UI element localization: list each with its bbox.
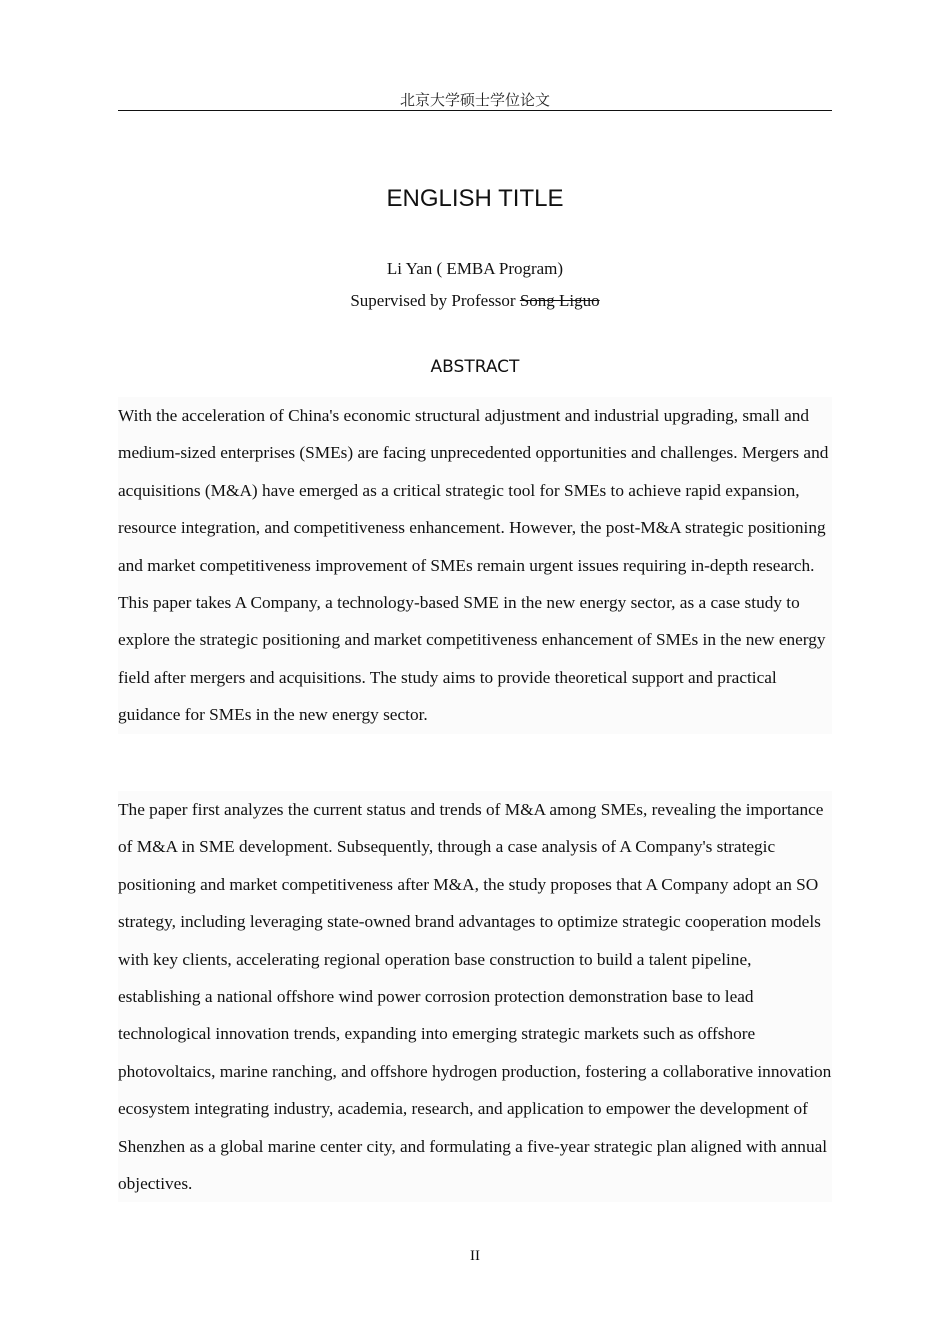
supervisor-name: Song Liguo [519, 291, 600, 310]
supervisor-line [118, 290, 832, 312]
header-rule [118, 110, 832, 111]
supervisor-prefix: Supervised by Professor [350, 291, 520, 310]
page-number: II [470, 1248, 480, 1264]
author-line: Li Yan ( EMBA Program) [386, 259, 564, 278]
abstract-heading: ABSTRACT [430, 357, 520, 377]
english-title: ENGLISH TITLE [386, 185, 564, 212]
abstract-paragraph-1: With the acceleration of China's economic structural adjustment and industrial upgrading, small and medium-sized enterprises (SMEs) are facing unprecedented opportunities and challenges. Mergers and acquisitions (M&A) have emerged as a critical strategic tool for SMEs to achieve rapid expansion, resource integration, and competitiveness enhancement. However, the post-M&A strategic positioning and market competitiveness improvement of SMEs remain urgent issues requiring in-depth research. This paper takes A Company, a technology-based SME in the new energy sector, as a case study to explore the strategic positioning and market competitiveness enhancement of SMEs in the new energy field after mergers and acquisitions. The study aims to provide theoretical support and practical guidance for SMEs in the new energy sector. [118, 397, 832, 734]
abstract-paragraph-2: The paper first analyzes the current status and trends of M&A among SMEs, revealing the importance of M&A in SME development. Subsequently, through a case analysis of A Company's strategic positioning and market competitiveness after M&A, the study proposes that A Company adopt an SO strategy, including leveraging state-owned brand advantages to optimize strategic cooperation models with key clients, accelerating regional operation base construction to build a talent pipeline, establishing a national offshore wind power corrosion protection demonstration base to lead technological innovation trends, expanding into emerging strategic markets such as offshore photovoltaics, marine ranching, and offshore hydrogen production, fostering a collaborative innovation ecosystem integrating industry, academia, research, and application to empower the development of Shenzhen as a global marine center city, and formulating a five-year strategic plan aligned with annual objectives. [118, 791, 832, 1202]
running-header: 北京大学硕士学位论文 [399, 91, 550, 109]
